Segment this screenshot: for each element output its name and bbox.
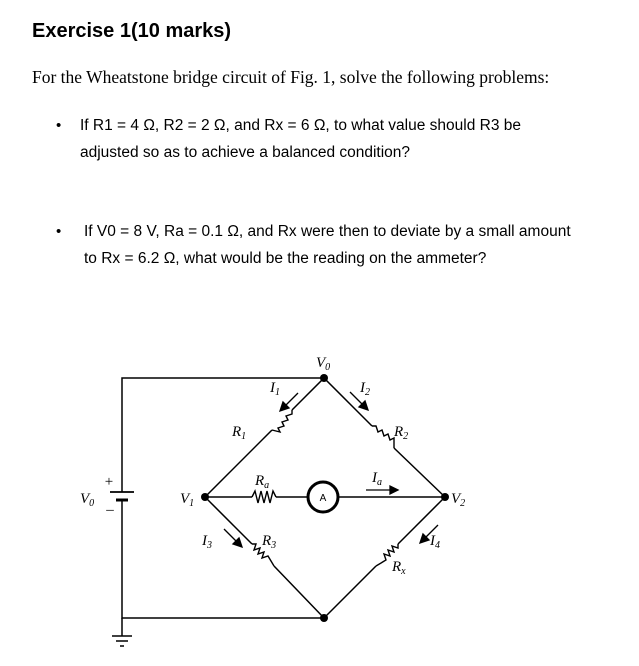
label-r1: $R_1$ — [232, 424, 247, 442]
ammeter-label: A — [319, 493, 327, 504]
battery-minus: – — [106, 502, 114, 518]
resistor-r1 — [272, 410, 292, 432]
bullet-icon: • — [56, 117, 62, 134]
label-ra: $R_a$ — [255, 473, 270, 491]
edge-top-right-b — [394, 448, 445, 497]
wire-top — [122, 378, 324, 478]
question-2-text: If V0 = 8 V, Ra = 0.1 Ω, and Rx were then to deviate by a small amount to Rx = 6.2 Ω, what would be the reading on the ammeter? — [84, 223, 571, 267]
label-v1: $V_1$ — [180, 491, 195, 509]
resistor-r2 — [372, 426, 394, 448]
label-r3: $R_3$ — [262, 533, 277, 551]
label-i4: $I_4$ — [430, 533, 440, 551]
resistor-ra — [252, 491, 276, 503]
wire-bottom — [122, 513, 324, 618]
node-top — [320, 374, 328, 382]
label-i2: $I_2$ — [360, 380, 370, 398]
label-i3: $I_3$ — [202, 533, 212, 551]
label-r2: $R_2$ — [394, 424, 409, 442]
label-ia: $I_a$ — [372, 470, 382, 488]
question-1-text: If R1 = 4 Ω, R2 = 2 Ω, and Rx = 6 Ω, to what value should R3 be adjusted so as to achieve a balanced condition? — [80, 117, 522, 161]
edge-bottom-left-b — [274, 566, 324, 618]
exercise-title: Exercise 1(10 marks) — [32, 20, 232, 42]
label-i1: $I_1$ — [270, 380, 280, 398]
bullet-icon: • — [56, 223, 62, 240]
edge-bottom-right-b — [324, 566, 376, 618]
arrow-i1-icon — [280, 393, 298, 411]
node-v1 — [201, 493, 209, 501]
label-v2: $V_2$ — [451, 491, 466, 509]
node-v2 — [441, 493, 449, 501]
label-rx: $R_x$ — [392, 559, 406, 577]
intro-text: For the Wheatstone bridge circuit of Fig. 1, solve the following problems: — [32, 67, 550, 87]
ground-icon — [112, 636, 132, 646]
label-v0-source: $V_0$ — [80, 491, 95, 509]
node-bottom — [320, 614, 328, 622]
battery-plus: + — [104, 474, 114, 490]
arrow-ia-icon — [366, 486, 398, 494]
edge-bottom-left-a — [205, 497, 252, 544]
circuit-wires — [122, 378, 445, 636]
label-v0-top: $V_0$ — [316, 355, 331, 373]
